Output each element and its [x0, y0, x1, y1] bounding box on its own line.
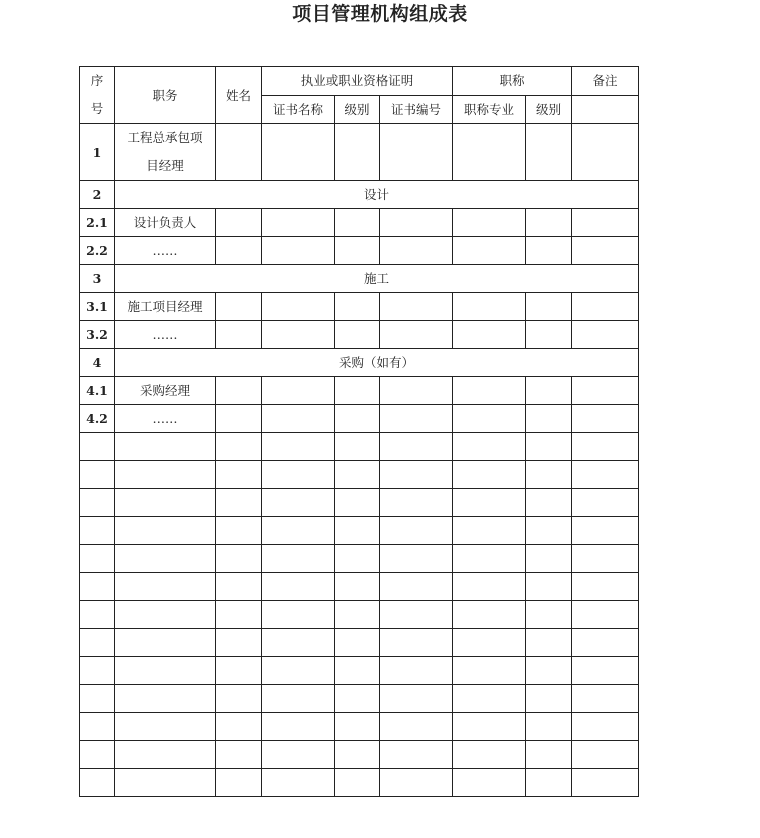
empty-cell[interactable]	[453, 629, 526, 657]
empty-cell[interactable]	[572, 433, 639, 461]
table-row	[80, 405, 639, 433]
empty-cell[interactable]	[216, 573, 262, 601]
section-label: 采购（如有）	[115, 349, 639, 377]
empty-cell[interactable]	[526, 573, 572, 601]
row-blank-cell[interactable]	[572, 321, 639, 349]
empty-cell[interactable]	[572, 573, 639, 601]
row-seq: 4.1	[80, 377, 115, 405]
row-duty: 设计负责人	[115, 209, 216, 237]
row-seq: 2.1	[80, 209, 115, 237]
empty-cell[interactable]	[216, 741, 262, 769]
table-row	[80, 377, 639, 405]
row-blank-cell[interactable]	[216, 321, 262, 349]
row-duty: ……	[115, 405, 216, 433]
row-blank-cell[interactable]	[526, 209, 572, 237]
row-blank-cell[interactable]	[380, 209, 453, 237]
row-blank-cell[interactable]	[572, 405, 639, 433]
empty-cell[interactable]	[80, 489, 115, 517]
empty-cell[interactable]	[453, 713, 526, 741]
table-row	[80, 293, 639, 321]
table-row	[80, 321, 639, 349]
empty-cell[interactable]	[115, 657, 216, 685]
empty-row	[80, 517, 639, 545]
section-label: 设计	[115, 181, 639, 209]
row-duty: ……	[115, 321, 216, 349]
empty-cell[interactable]	[335, 769, 380, 797]
row-blank-cell[interactable]	[453, 293, 526, 321]
empty-cell[interactable]	[262, 461, 335, 489]
empty-cell[interactable]	[380, 685, 453, 713]
page-title: 项目管理机构组成表	[292, 3, 468, 25]
row-blank-cell[interactable]	[335, 405, 380, 433]
row-duty: ……	[115, 237, 216, 265]
row-blank-cell[interactable]	[216, 209, 262, 237]
empty-cell[interactable]	[80, 545, 115, 573]
empty-cell[interactable]	[453, 489, 526, 517]
empty-row	[80, 769, 639, 797]
empty-cell[interactable]	[216, 517, 262, 545]
header-remark: 备注	[572, 67, 639, 96]
empty-cell[interactable]	[216, 713, 262, 741]
empty-cell[interactable]	[80, 461, 115, 489]
empty-cell[interactable]	[526, 657, 572, 685]
empty-cell[interactable]	[526, 741, 572, 769]
empty-cell[interactable]	[380, 601, 453, 629]
empty-cell[interactable]	[335, 601, 380, 629]
empty-cell[interactable]	[335, 741, 380, 769]
header-title-specialty: 职称专业	[453, 95, 526, 124]
empty-cell[interactable]	[115, 741, 216, 769]
empty-cell[interactable]	[262, 713, 335, 741]
row-blank-cell[interactable]	[262, 321, 335, 349]
empty-cell[interactable]	[572, 489, 639, 517]
empty-cell[interactable]	[80, 433, 115, 461]
empty-cell[interactable]	[262, 685, 335, 713]
empty-cell[interactable]	[572, 769, 639, 797]
row-blank-cell[interactable]	[262, 237, 335, 265]
empty-cell[interactable]	[380, 573, 453, 601]
section-seq: 4	[80, 349, 115, 377]
table-row	[80, 209, 639, 237]
empty-cell[interactable]	[335, 657, 380, 685]
row-blank-cell[interactable]	[262, 405, 335, 433]
empty-cell[interactable]	[453, 685, 526, 713]
empty-cell[interactable]	[453, 517, 526, 545]
empty-cell[interactable]	[80, 741, 115, 769]
row-blank-cell[interactable]	[526, 124, 572, 181]
header-seq-bottom: 号	[90, 101, 104, 116]
organization-table	[79, 66, 639, 797]
empty-cell[interactable]	[216, 657, 262, 685]
empty-cell[interactable]	[80, 517, 115, 545]
header-remark-blank	[572, 95, 639, 124]
section-seq: 3	[80, 265, 115, 293]
empty-cell[interactable]	[335, 461, 380, 489]
row-blank-cell[interactable]	[453, 124, 526, 181]
empty-cell[interactable]	[453, 601, 526, 629]
row-blank-cell[interactable]	[216, 377, 262, 405]
empty-cell[interactable]	[115, 573, 216, 601]
row-duty-line: 工程总承包项	[127, 130, 203, 145]
empty-row	[80, 573, 639, 601]
header-cert-no: 证书编号	[380, 95, 453, 124]
row-seq: 1	[80, 124, 115, 181]
empty-cell[interactable]	[262, 573, 335, 601]
row-blank-cell[interactable]	[216, 405, 262, 433]
empty-cell[interactable]	[115, 517, 216, 545]
empty-cell[interactable]	[216, 601, 262, 629]
empty-cell[interactable]	[453, 461, 526, 489]
empty-row	[80, 741, 639, 769]
row-seq: 3.2	[80, 321, 115, 349]
table-row	[80, 124, 639, 181]
row-blank-cell[interactable]	[572, 377, 639, 405]
header-cert-name: 证书名称	[262, 95, 335, 124]
empty-row	[80, 629, 639, 657]
empty-cell[interactable]	[572, 517, 639, 545]
row-blank-cell[interactable]	[335, 293, 380, 321]
empty-cell[interactable]	[453, 573, 526, 601]
empty-cell[interactable]	[262, 741, 335, 769]
row-blank-cell[interactable]	[380, 124, 453, 181]
empty-row	[80, 545, 639, 573]
row-blank-cell[interactable]	[572, 124, 639, 181]
row-blank-cell[interactable]	[216, 124, 262, 181]
section-seq: 2	[80, 181, 115, 209]
empty-cell[interactable]	[262, 601, 335, 629]
empty-cell[interactable]	[115, 433, 216, 461]
empty-row	[80, 489, 639, 517]
empty-row	[80, 685, 639, 713]
empty-cell[interactable]	[572, 657, 639, 685]
empty-cell[interactable]	[262, 433, 335, 461]
empty-cell[interactable]	[572, 741, 639, 769]
row-blank-cell[interactable]	[453, 237, 526, 265]
empty-cell[interactable]	[335, 713, 380, 741]
row-blank-cell[interactable]	[262, 377, 335, 405]
header-qualification: 执业或职业资格证明	[262, 67, 453, 96]
empty-cell[interactable]	[335, 489, 380, 517]
row-blank-cell[interactable]	[335, 209, 380, 237]
row-blank-cell[interactable]	[453, 209, 526, 237]
empty-cell[interactable]	[80, 713, 115, 741]
section-row	[80, 265, 639, 293]
empty-cell[interactable]	[526, 433, 572, 461]
empty-cell[interactable]	[216, 629, 262, 657]
empty-cell[interactable]	[115, 545, 216, 573]
empty-cell[interactable]	[216, 461, 262, 489]
empty-cell[interactable]	[262, 489, 335, 517]
empty-cell[interactable]	[526, 713, 572, 741]
empty-cell[interactable]	[262, 629, 335, 657]
row-blank-cell[interactable]	[335, 321, 380, 349]
empty-cell[interactable]	[380, 433, 453, 461]
empty-cell[interactable]	[115, 489, 216, 517]
header-duty: 职务	[115, 67, 216, 124]
empty-cell[interactable]	[572, 601, 639, 629]
empty-row	[80, 433, 639, 461]
empty-cell[interactable]	[380, 461, 453, 489]
empty-cell[interactable]	[380, 769, 453, 797]
empty-cell[interactable]	[115, 629, 216, 657]
empty-cell[interactable]	[526, 685, 572, 713]
header-level: 级别	[335, 95, 380, 124]
section-row	[80, 181, 639, 209]
header-seq-cell	[80, 67, 115, 124]
empty-cell[interactable]	[453, 545, 526, 573]
row-blank-cell[interactable]	[380, 321, 453, 349]
empty-row	[80, 601, 639, 629]
empty-cell[interactable]	[335, 629, 380, 657]
empty-cell[interactable]	[380, 629, 453, 657]
empty-cell[interactable]	[380, 489, 453, 517]
empty-cell[interactable]	[526, 601, 572, 629]
header-seq-top: 序	[90, 73, 104, 88]
empty-cell[interactable]	[380, 741, 453, 769]
row-blank-cell[interactable]	[572, 237, 639, 265]
empty-cell[interactable]	[453, 769, 526, 797]
row-blank-cell[interactable]	[526, 293, 572, 321]
row-seq: 3.1	[80, 293, 115, 321]
header-name: 姓名	[216, 67, 262, 124]
empty-cell[interactable]	[380, 657, 453, 685]
empty-cell[interactable]	[216, 685, 262, 713]
empty-cell[interactable]	[262, 657, 335, 685]
row-blank-cell[interactable]	[262, 209, 335, 237]
empty-cell[interactable]	[572, 713, 639, 741]
empty-cell[interactable]	[80, 769, 115, 797]
empty-cell[interactable]	[115, 601, 216, 629]
section-label: 施工	[115, 265, 639, 293]
empty-cell[interactable]	[335, 573, 380, 601]
row-blank-cell[interactable]	[526, 405, 572, 433]
row-blank-cell[interactable]	[380, 405, 453, 433]
empty-cell[interactable]	[335, 517, 380, 545]
empty-row	[80, 657, 639, 685]
header-title-group: 职称	[453, 67, 572, 96]
empty-cell[interactable]	[80, 601, 115, 629]
empty-cell[interactable]	[216, 769, 262, 797]
empty-cell[interactable]	[526, 629, 572, 657]
row-blank-cell[interactable]	[380, 377, 453, 405]
empty-cell[interactable]	[80, 629, 115, 657]
row-blank-cell[interactable]	[453, 377, 526, 405]
empty-cell[interactable]	[453, 741, 526, 769]
empty-cell[interactable]	[380, 517, 453, 545]
row-duty: 采购经理	[115, 377, 216, 405]
empty-cell[interactable]	[572, 545, 639, 573]
row-seq: 2.2	[80, 237, 115, 265]
row-blank-cell[interactable]	[572, 209, 639, 237]
empty-cell[interactable]	[453, 433, 526, 461]
empty-cell[interactable]	[572, 629, 639, 657]
empty-cell[interactable]	[572, 685, 639, 713]
empty-cell[interactable]	[216, 489, 262, 517]
empty-cell[interactable]	[380, 545, 453, 573]
row-duty-line: 目经理	[146, 158, 184, 173]
row-blank-cell[interactable]	[335, 237, 380, 265]
empty-cell[interactable]	[335, 685, 380, 713]
empty-cell[interactable]	[572, 461, 639, 489]
row-blank-cell[interactable]	[453, 321, 526, 349]
empty-cell[interactable]	[262, 769, 335, 797]
empty-cell[interactable]	[526, 489, 572, 517]
empty-cell[interactable]	[526, 545, 572, 573]
empty-cell[interactable]	[80, 573, 115, 601]
row-blank-cell[interactable]	[380, 293, 453, 321]
empty-row	[80, 461, 639, 489]
row-blank-cell[interactable]	[526, 237, 572, 265]
empty-cell[interactable]	[115, 713, 216, 741]
header-row-1	[80, 67, 639, 96]
row-blank-cell[interactable]	[335, 377, 380, 405]
row-duty: 施工项目经理	[115, 293, 216, 321]
empty-cell[interactable]	[380, 713, 453, 741]
row-blank-cell[interactable]	[335, 124, 380, 181]
empty-cell[interactable]	[115, 461, 216, 489]
empty-cell[interactable]	[526, 769, 572, 797]
row-blank-cell[interactable]	[262, 124, 335, 181]
empty-row	[80, 713, 639, 741]
empty-cell[interactable]	[262, 545, 335, 573]
table-row	[80, 237, 639, 265]
empty-cell[interactable]	[115, 769, 216, 797]
row-blank-cell[interactable]	[526, 377, 572, 405]
row-blank-cell[interactable]	[262, 293, 335, 321]
empty-cell[interactable]	[526, 517, 572, 545]
row-blank-cell[interactable]	[216, 293, 262, 321]
empty-cell[interactable]	[80, 685, 115, 713]
empty-cell[interactable]	[115, 685, 216, 713]
empty-cell[interactable]	[80, 657, 115, 685]
row-blank-cell[interactable]	[216, 237, 262, 265]
header-title-level: 级别	[526, 95, 572, 124]
empty-cell[interactable]	[335, 545, 380, 573]
empty-cell[interactable]	[216, 545, 262, 573]
empty-cell[interactable]	[216, 433, 262, 461]
section-row	[80, 349, 639, 377]
empty-cell[interactable]	[526, 461, 572, 489]
row-seq: 4.2	[80, 405, 115, 433]
row-blank-cell[interactable]	[380, 237, 453, 265]
row-blank-cell[interactable]	[526, 321, 572, 349]
row-blank-cell[interactable]	[453, 405, 526, 433]
row-blank-cell[interactable]	[572, 293, 639, 321]
empty-cell[interactable]	[335, 433, 380, 461]
empty-cell[interactable]	[262, 517, 335, 545]
row-duty	[115, 124, 216, 181]
empty-cell[interactable]	[453, 657, 526, 685]
